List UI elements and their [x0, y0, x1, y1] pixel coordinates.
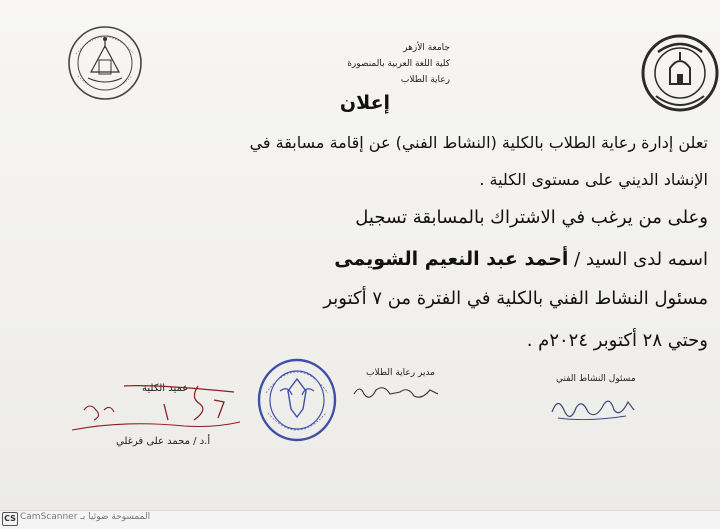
manager-signature — [350, 380, 442, 404]
university-name: جامعة الأزهر — [403, 43, 450, 53]
body-line-4-prefix: اسمه لدى السيد / — [568, 249, 708, 270]
faculty-name: كلية اللغة العربية بالمنصورة — [347, 59, 450, 69]
al-azhar-university-logo — [640, 32, 720, 114]
body-line-2: الإنشاد الديني على مستوى الكلية . — [479, 170, 708, 189]
camscanner-icon: CS — [2, 512, 18, 526]
dean-signature — [64, 380, 242, 434]
activity-officer-signature — [548, 390, 638, 426]
scanner-watermark-text: الممسوحة ضوئيا بـ CamScanner — [20, 512, 151, 522]
dean-title: عميد الكلية — [142, 383, 189, 394]
activity-officer-title: مسئول النشاط الفني — [556, 374, 636, 384]
department-name: رعاية الطلاب — [400, 75, 450, 85]
body-line-6: وحتي ٢٨ أكتوبر ٢٠٢٤م . — [526, 330, 708, 351]
announcement-title: إعلان — [339, 92, 391, 114]
body-line-3: وعلى من يرغب في الاشتراك بالمسابقة تسجيل — [355, 207, 708, 228]
body-line-4 — [334, 248, 708, 270]
body-line-1: تعلن إدارة رعاية الطلاب بالكلية (النشاط الفني) عن إقامة مسابقة في — [249, 133, 708, 152]
faculty-logo — [66, 24, 144, 102]
body-line-5: مسئول النشاط الفني بالكلية في الفترة من ٧ أكتوبر — [323, 288, 708, 309]
dean-name: أ.د / محمد على فرغلي — [116, 436, 211, 447]
letterhead — [300, 40, 450, 88]
student-affairs-manager-title: مدير رعاية الطلاب — [366, 368, 435, 378]
official-stamp — [256, 357, 338, 443]
contact-person-name: أحمد عبد النعيم الشويمى — [334, 248, 569, 270]
